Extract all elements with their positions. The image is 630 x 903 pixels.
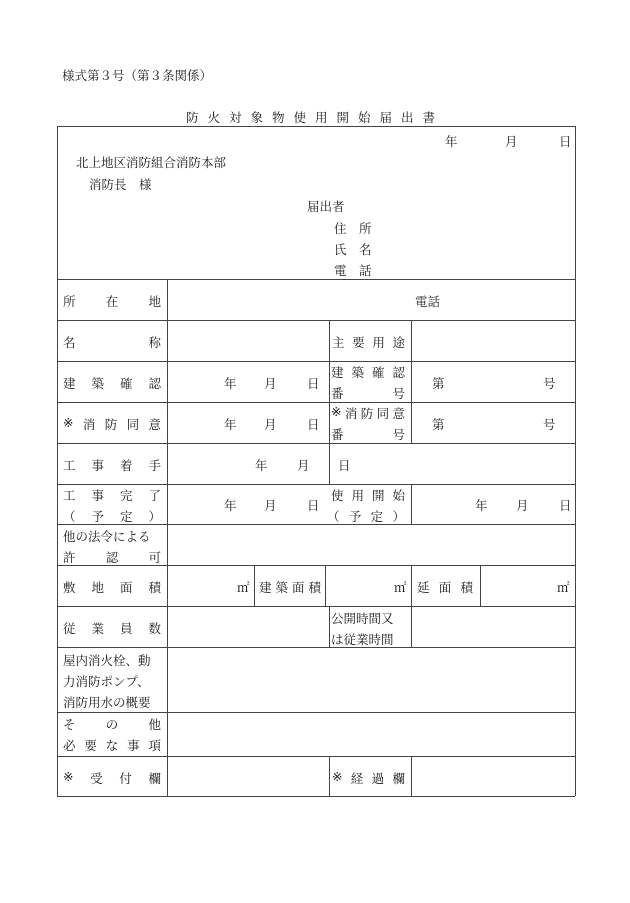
construction-end-label-2: （ 予 定 ） (63, 509, 161, 524)
floor-area-label: 延 面 積 (417, 580, 473, 595)
floor-area-unit: ㎡ (557, 580, 570, 595)
bc-year: 年 (224, 376, 237, 391)
use-start-label-2: （ 予 定 ） (327, 509, 405, 524)
us-year: 年 (475, 498, 488, 513)
cs-day: 日 (338, 458, 351, 473)
fc-year: 年 (224, 417, 237, 432)
date-year: 年 (445, 134, 458, 149)
us-month: 月 (516, 498, 529, 513)
other-laws-label-2: 許 認 可 (63, 550, 161, 565)
progress-label: ※ 経 過 欄 (332, 769, 405, 786)
bc-no-suffix: 号 (543, 376, 556, 391)
fc-day: 日 (307, 417, 320, 432)
ce-month: 月 (264, 498, 277, 513)
name-label: 氏 名 (334, 242, 372, 257)
fc-no-prefix: 第 (432, 417, 445, 432)
bc-no-prefix: 第 (432, 376, 445, 391)
hours-label-1: 公開時間又 (331, 611, 394, 626)
cs-year: 年 (255, 458, 268, 473)
site-area-unit: ㎡ (237, 580, 250, 595)
location-phone-label: 電話 (415, 294, 441, 309)
ce-year: 年 (224, 498, 237, 513)
other-items-label-1: そ の 他 (63, 717, 161, 732)
address-label: 住 所 (334, 221, 372, 236)
name-row-label: 名 称 (63, 335, 161, 350)
building-area-unit: ㎡ (394, 580, 407, 595)
fc-no-suffix: 号 (543, 417, 556, 432)
use-start-label-1: 使 用 開 始 (331, 488, 405, 503)
fc-number-label-1: ※ 消 防 同 意 (331, 404, 405, 421)
us-day: 日 (559, 498, 572, 513)
form-title: 防火対象物使用開始届出書 (185, 110, 444, 125)
recipient: 消防長 様 (89, 177, 152, 192)
building-area-label: 建 築 面 積 (259, 580, 321, 595)
fire-consent-label: ※ 消 防 同 意 (63, 415, 161, 432)
construction-end-label-1: 工 事 完 了 (63, 488, 161, 503)
bc-number-label-1: 建 築 確 認 (331, 365, 405, 380)
hydrant-label-2: 力消防ポンプ、 (63, 674, 150, 689)
site-area-label: 敷 地 面 積 (63, 580, 161, 595)
form-number: 様式第３号（第３条関係） (62, 68, 213, 83)
phone-label: 電 話 (334, 263, 372, 278)
date-month: 月 (505, 134, 518, 149)
building-confirmation-label: 建 築 確 認 (63, 376, 161, 391)
applicant-label: 届出者 (307, 199, 345, 214)
hours-label-2: は従業時間 (331, 632, 394, 647)
form-table (57, 126, 575, 796)
ce-day: 日 (307, 498, 320, 513)
bc-number-label-2: 番 号 (331, 386, 405, 401)
date-day: 日 (559, 134, 572, 149)
cs-month: 月 (297, 458, 310, 473)
hydrant-label-1: 屋内消火栓、動 (63, 653, 151, 668)
main-use-label: 主 要 用 途 (332, 335, 405, 350)
fc-number-label-2: 番 号 (331, 427, 405, 442)
other-laws-label-1: 他の法令による (63, 529, 151, 544)
construction-start-label: 工 事 着 手 (63, 458, 161, 473)
employees-label: 従 業 員 数 (63, 621, 161, 636)
location-label: 所 在 地 (63, 294, 161, 309)
hydrant-label-3: 消防用水の概要 (63, 695, 151, 710)
bc-day: 日 (307, 376, 320, 391)
bc-month: 月 (264, 376, 277, 391)
reception-label: ※ 受 付 欄 (63, 769, 161, 786)
other-items-label-2: 必 要 な 事 項 (63, 738, 161, 753)
organization: 北上地区消防組合消防本部 (76, 155, 227, 170)
fc-month: 月 (264, 417, 277, 432)
